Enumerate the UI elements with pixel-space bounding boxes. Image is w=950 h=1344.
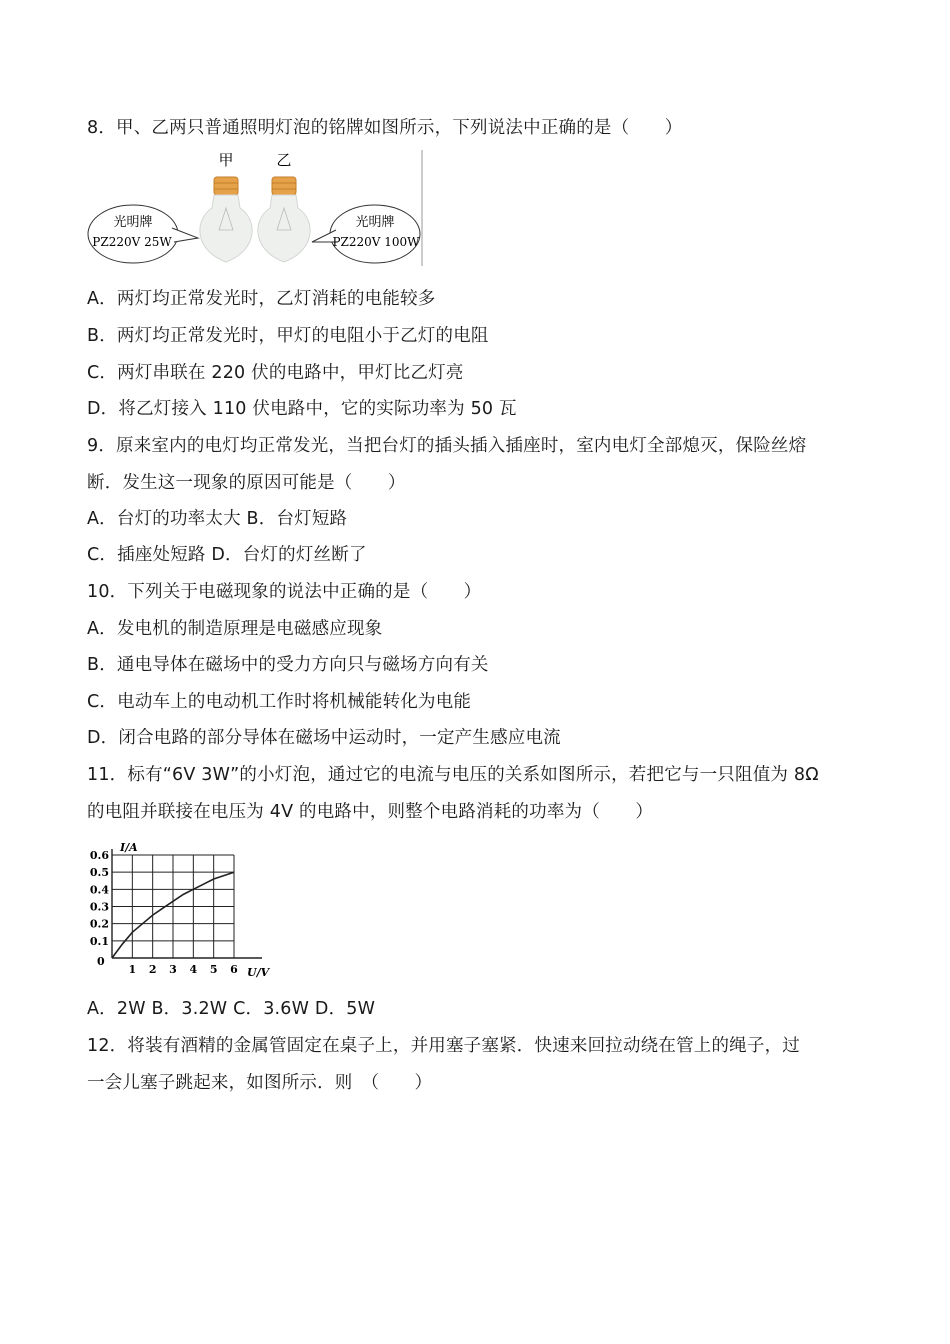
plate-a-line2: PZ220V 25W bbox=[92, 235, 172, 249]
x-tick-label: 3 bbox=[169, 963, 177, 976]
q8-option-a: A．两灯均正常发光时，乙灯消耗的电能较多 bbox=[87, 289, 436, 309]
bulb-a-label: 甲 bbox=[218, 151, 234, 169]
q8-stem: 8．甲、乙两只普通照明灯泡的铭牌如图所示，下列说法中正确的是（ ） bbox=[87, 118, 683, 138]
q8-option-b: B．两灯均正常发光时，甲灯的电阻小于乙灯的电阻 bbox=[87, 326, 489, 346]
q9-options-line1: A．台灯的功率太大 B．台灯短路 bbox=[87, 509, 348, 529]
q10-option-a: A．发电机的制造原理是电磁感应现象 bbox=[87, 619, 383, 639]
q9-stem-line2: 断．发生这一现象的原因可能是（ ） bbox=[87, 473, 406, 493]
q8-option-d: D．将乙灯接入 110 伏电路中，它的实际功率为 50 瓦 bbox=[87, 399, 517, 419]
q12-stem-line1: 12．将装有酒精的金属管固定在桌子上，并用塞子塞紧．快速来回拉动绕在管上的绳子，过 bbox=[87, 1036, 800, 1056]
q10-option-b: B．通电导体在磁场中的受力方向只与磁场方向有关 bbox=[87, 655, 489, 675]
x-tick-label: 6 bbox=[230, 963, 238, 976]
plate-b-line1: 光明牌 bbox=[355, 215, 395, 230]
q11-stem-line1: 11．标有“6V 3W”的小灯泡，通过它的电流与电压的关系如图所示，若把它与一只阻值为 8Ω bbox=[87, 765, 819, 785]
plate-a-bubble bbox=[88, 205, 198, 263]
iu-chart bbox=[84, 838, 274, 980]
x-tick-label: 4 bbox=[189, 963, 198, 976]
chart-ylabel: I/A bbox=[120, 841, 138, 854]
plate-b-bubble bbox=[312, 205, 420, 263]
y-tick-label: 0.3 bbox=[89, 900, 109, 914]
bulb-b-icon bbox=[258, 177, 310, 262]
chart-grid bbox=[112, 849, 262, 958]
chart-origin-label: 0 bbox=[97, 955, 105, 968]
y-tick-label: 0.6 bbox=[89, 849, 109, 862]
x-tick-label: 5 bbox=[209, 963, 218, 976]
q10-stem: 10．下列关于电磁现象的说法中正确的是（ ） bbox=[87, 582, 482, 602]
q11-options: A．2W B．3.2W C．3.6W D．5W bbox=[87, 999, 376, 1019]
q8-bulbs-figure bbox=[86, 150, 426, 268]
q8-option-c: C．两灯串联在 220 伏的电路中，甲灯比乙灯亮 bbox=[87, 363, 464, 383]
q9-stem-line1: 9．原来室内的电灯均正常发光，当把台灯的插头插入插座时，室内电灯全部熄灭，保险丝熔 bbox=[87, 436, 807, 456]
q12-stem-line2: 一会儿塞子跳起来，如图所示．则 （ ） bbox=[87, 1073, 433, 1093]
q10-option-c: C．电动车上的电动机工作时将机械能转化为电能 bbox=[87, 692, 472, 712]
plate-b-line2: PZ220V 100W bbox=[332, 235, 420, 249]
y-tick-label: 0.1 bbox=[89, 934, 109, 948]
x-tick-label: 2 bbox=[148, 963, 157, 976]
bulb-b-label: 乙 bbox=[276, 151, 292, 169]
q9-options-line2: C．插座处短路 D．台灯的灯丝断了 bbox=[87, 545, 367, 565]
chart-xlabel: U/V bbox=[247, 966, 270, 979]
y-tick-label: 0.4 bbox=[89, 883, 109, 897]
x-tick-label: 1 bbox=[128, 963, 137, 976]
plate-a-line1: 光明牌 bbox=[113, 215, 153, 230]
y-tick-label: 0.5 bbox=[89, 866, 109, 880]
y-tick-label: 0.2 bbox=[89, 917, 109, 931]
bulb-a-icon bbox=[200, 177, 252, 262]
q11-stem-line2: 的电阻并联接在电压为 4V 的电路中，则整个电路消耗的功率为（ ） bbox=[87, 802, 654, 822]
q10-option-d: D．闭合电路的部分导体在磁场中运动时，一定产生感应电流 bbox=[87, 728, 561, 748]
